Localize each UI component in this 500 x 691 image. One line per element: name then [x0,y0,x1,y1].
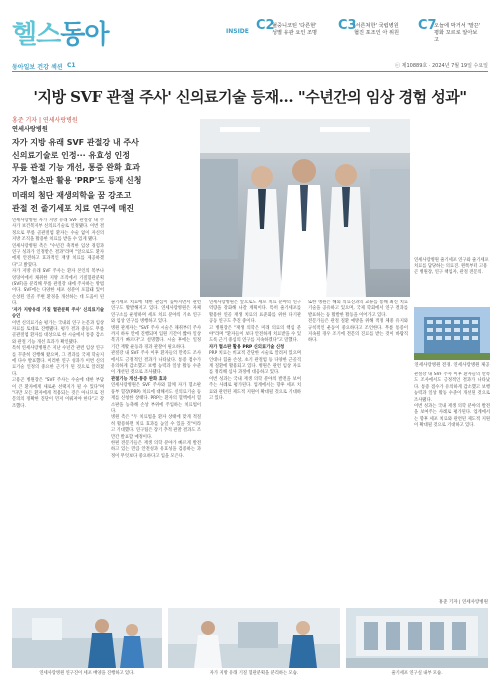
lab-photo-3 [346,608,488,668]
paragraph: 연세사랑병원은 앞으로도 세포 치료 분야의 연구 역량을 강화해 나갈 계획이다. 특히 줄기세포를 활용한 연골 재생 치료의 표준화를 위한 다기관 공동 연구도 추진 중이다. [209,300,301,325]
logo-part2: 동아 [60,20,109,50]
section-name: 동아일보 건강 섹션 [12,64,63,71]
doctors-photo-caption: 연세사랑병원 줄기세포 연구와 줄기세포 치료를 담당하는 의료진. 왼쪽부터 고용곤 병원장, 연구 책임자, 관절 전문의. [414,258,489,275]
paragraph: 병원 관계자는 "SVF 주사 시술은 채취부터 주사까지 하루 안에 진행되며 입원 기간이 짧아 일상 복귀가 빠르다"고 설명했다. 시술 후에는 일정 기간 재활 운동과 경과 관찰이 필요하다. [111,325,201,350]
section-subhead: 관절기능 개선·통증 완화 효과 [111,376,167,382]
index-page-number: C7 [418,18,437,33]
lab-photo-1 [12,608,162,668]
page-code: C1 [67,62,76,69]
lab-photo-2-caption: 자가 지방 유래 기질 혈관분획을 분리하는 모습. [209,671,299,676]
paragraph: PRP 치료는 비교적 간단한 시술로 알려져 있으며 인대나 힘줄 손상, 초기 관절염 등 다양한 근골격계 질환에 활용되고 있다. 병원은 관련 임상 자료를 정리해 심사 과정에 대응하고 있다. [209,351,301,376]
paragraph: 고용곤 병원장은 "SVF 주사는 수술에 대한 부담이 큰 환자에게 새로운 선택지가 될 수 있다"며 "다만 모든 환자에게 적용되는 것은 아니므로 전문의의 정확한 진단이 먼저 이뤄져야 한다"고 강조했다. [12,378,104,409]
lab-image-2 [168,608,340,668]
institution-name: 연세사랑병원 [12,126,48,133]
paragraph: 자가 지방 유래 SVF 주사는 환자 본인의 복부나 엉덩이에서 채취한 지방 조직에서 기질혈관분획(SVF)을 분리해 무릎 관절강 내에 주사하는 방법이다. SVF에는 다양한 세포 성분이 포함돼 있어 손상된 연골 주변 환경을 개선하는 데 도움이 된다. [12,269,104,307]
article-column-1 [12,218,104,603]
paragraph: 병원 측은 "두 치료법을 환자 상태에 맞게 적절히 활용하면 치료 효과를 높일 수 있을 것"이라고 기대했다. 연구팀은 장기 추적 관찰 결과도 조만간 발표할 예정이다. [111,415,201,440]
subheadline: 신의료기술로 인정··· 유효성 인정 [12,150,130,160]
paragraph: 또한 병원은 해외 의료진과의 교류를 통해 최신 치료 기술을 공유하고 있으며, 국제 학회에서 연구 결과를 발표하는 등 활발한 활동을 이어가고 있다. [308,300,408,318]
paragraph: 특히 연세사랑병원은 지난 수년간 관련 임상 연구를 꾸준히 진행해 왔으며, 그 결과를 국제 학술지에 다수 발표했다. 이러한 연구 성과가 이번 신의료기술 인정의 중요한 근거가 된 것으로 알려졌다. [12,346,104,377]
subheadline-list [12,137,197,215]
paragraph: 이번 신의료기술 평가는 국내외 연구 논문과 임상 자료를 토대로 진행됐다. 평가 결과 중등도 무릎 골관절염 환자를 대상으로 한 시술에서 통증 감소와 관절 기능 개선 효과가 확인됐다. [12,320,104,345]
newspaper-logo[interactable] [12,14,108,51]
subheadline: 관절 전 줄기세포 치료 연구에 매진 [12,203,135,213]
paragraph: 관절강 내 SVF 주사 이후 환자들의 만족도 조사에서도 긍정적인 결과가 나타났다. 통증 점수가 유의하게 감소했고 보행 능력과 일상 활동 수준이 개선된 것으로 조사됐다. [414,372,490,403]
subheadline: 자가 지방 유래 SVF 관절강 내 주사 [12,138,139,147]
building-image [414,307,490,360]
section-subhead: '자가 지방유래 기질 혈관분획 주사' 신의료기술 승인 [12,307,104,320]
lab-image-3 [346,608,488,668]
subheadline: 무릎 관절 기능 개선, 통증 완화 효과 [12,163,140,172]
index-page-number: C3 [338,18,357,33]
doctors-photo [200,119,410,297]
lab-photo-2 [168,608,340,668]
reporter-credit: 홍준 기자 | 연세사랑병원 [12,117,78,124]
inside-label: INSIDE [226,28,249,35]
lab-image-1 [12,608,162,668]
paragraph: 연세사랑병원 측은 "수년간 축적한 임상 경험과 연구 성과가 인정받은 결과"라며 "앞으로도 환자에게 안전하고 효과적인 재생 치료를 제공하겠다"고 밝혔다. [12,243,104,268]
paragraph: 관절강 내 SVF 주사 이후 환자들의 만족도 조사에서도 긍정적인 결과가 나타났다. 통증 점수가 유의하게 감소했고 보행 능력과 일상 활동 수준이 개선된 것으로 조사됐다. [111,351,201,376]
paragraph: 한편 전문가들은 재생 의학 분야가 빠르게 발전하고 있는 만큼 안전성과 유효성을 검증하는 과정이 무엇보다 중요하다고 입을 모은다. [111,440,201,459]
paragraph: 이번 성과는 국내 재생 의학 분야의 발전을 보여주는 사례로 평가된다. 업계에서는 향후 세포 치료와 관련된 제도적 지원이 확대될 것으로 기대하고 있다. [414,404,490,429]
lab-photo-3-caption: 줄기세포 연구실 내부 모습. [391,671,443,676]
section-subhead: 자가 혈소판 활용 PRP 신의료기술 신청 [209,344,285,350]
paragraph: 전문가들은 관절 질환 예방을 위해 적정 체중 유지와 규칙적인 운동이 중요하다고 조언한다. 무릎 통증이 지속될 경우 조기에 전문의 진료를 받는 것이 바람직하다. [308,319,408,344]
subheadline: 자가 혈소판 활용 'PRP'도 등재 신청 [12,175,142,185]
masthead [0,0,500,58]
paragraph: 이번 성과는 국내 재생 의학 분야의 발전을 보여주는 사례로 평가된다. 업계에서는 향후 세포 치료와 관련된 제도적 지원이 확대될 것으로 기대하고 있다. [209,376,301,402]
subheadline: 미래의 첨단 재생의학을 꿈 강조고 [12,191,132,200]
logo-part1: 헬스 [12,20,61,50]
index-text: 오늘에 막거서 '말끈' 평화 꼬르로 알아보고 [434,23,481,43]
index-text: '서른쳐한' 국립병원 협진 포조인 아 위원 [354,23,400,36]
section-bar [12,62,488,72]
article-column-4 [308,300,408,603]
hospital-building-photo [414,307,490,360]
article-column-5 [414,372,490,597]
article-column-3 [209,300,301,603]
article-column-2 [111,300,201,603]
index-text: 혈중니코틴 '다른현' 성별 유관 요인 조명 [272,23,318,36]
doctors-photo-image [200,119,410,297]
headline: '지방 SVF 관절 주사' 신의료기술 등재… "수년간의 임상 경험 성과" [33,88,467,106]
paragraph: 연세사랑병원은 SVF 주사와 함께 자가 혈소판 풍부 혈장(PRP) 치료에 대해서도 신의료기술 등재를 신청한 상태다. PRP는 환자의 혈액에서 혈소판을 농축해 손상 부위에 주입하는 치료법이다. [111,383,201,414]
lab-photo-1-caption: 연세사랑병원 연구진이 세포 배양을 진행하고 있다. [39,671,135,676]
index-page-number: C2 [256,18,275,33]
issue-info: ⓒ 제10889호 · 2024년 7월 19일 수요일 [395,63,488,69]
paragraph: 연세사랑병원 자가 지방 유래 SVF 관절강 내 주사가 보건복지부 신의료기술로 인정됐다. 이번 결정으로 무릎 골관절염 환자는 수술 없이 자신의 지방 조직을 활용한 치료를 받을 수 있게 됐다. [12,218,104,243]
paragraph: 줄기세포 치료에 대한 관심이 높아지면서 관련 연구도 활발해지고 있다. 연세사랑병원은 자체 연구소를 운영하며 세포 치료 분야의 기초 연구와 임상 연구를 병행하고 있다. [111,300,201,325]
byline: 홍준 기자 | 연세사랑병원 [438,600,488,605]
building-photo-caption: 연세사랑병원 전경. 연세사랑병원 제공 [414,363,490,368]
paragraph: 고 병원장은 "재생 의학은 미래 의료의 핵심 분야"라며 "환자들이 보다 안전하게 치료받을 수 있도록 근거 중심의 연구를 지속하겠다"고 말했다. [209,325,301,344]
